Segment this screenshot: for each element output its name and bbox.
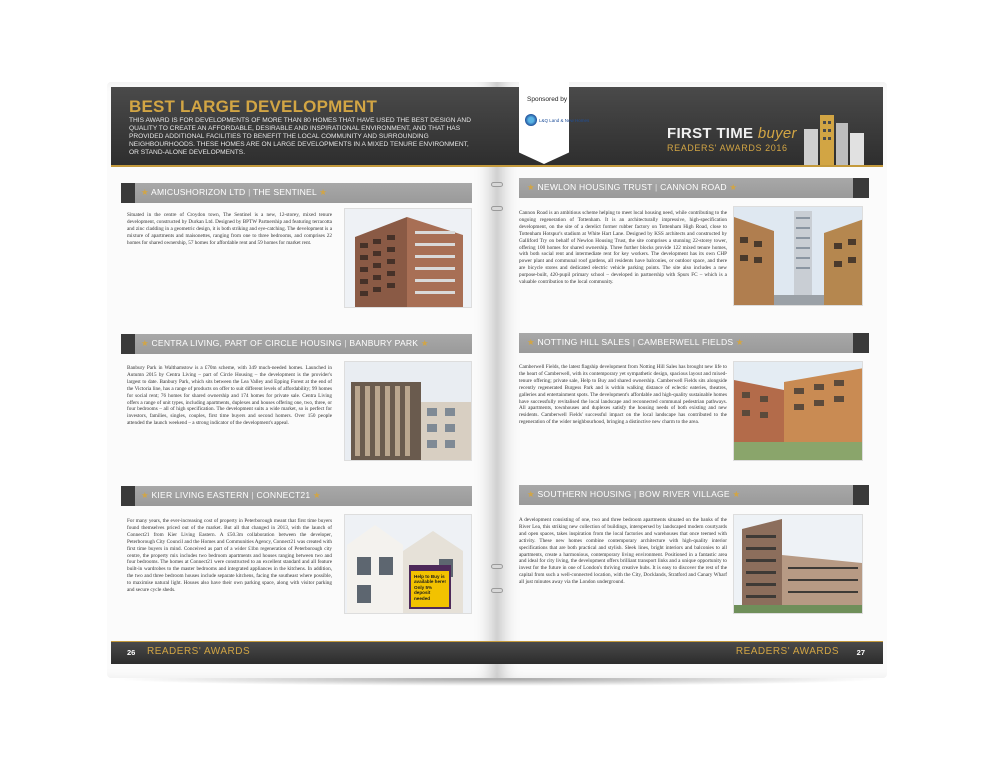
camberwell-fields-photo: [733, 361, 863, 461]
left-footer: [111, 642, 497, 664]
entry-header-the-sentinel: [121, 183, 472, 203]
award-description: THIS AWARD IS FOR DEVELOPMENTS OF MORE THAN 80 HOMES THAT HAVE USED THE BEST DESIGN AND QUALITY TO CREATE AN AFFORDABLE, DESIRABLE AND INSPIRATIONAL ENVIRONMENT, AND THAT HAS PROVIDED ADDITIONAL FACILITIES TO BENEFIT THE LOCAL COMMUNITY AND SURROUNDING NEIGHBOURHOODS. THESE HOMES ARE ON LARGE DEVELOPMENTS IN A MIXED TENURE ENVIRONMENT, OR STAND-ALONE DEVELOPMENTS.: [129, 117, 471, 156]
header-band: [111, 87, 497, 165]
award-title: BEST LARGE DEVELOPMENT: [129, 97, 378, 116]
page-number: 27: [856, 648, 865, 657]
star-icon: ★: [312, 490, 321, 500]
entry-body: Banbury Park in Walthamstow is a £70m scheme, with 349 much-needed homes. Launched in Autumn 2015 by Centra Living – part of Circle Housing – the development is the provider's largest to date. Banbury Park, which sits between the Lea Valley and Epping Forest at the end of the Victoria line, has a range of products on offer to suit different levels of affordability; 99 homes for social rent; 76 homes for shared ownership and 174 homes for private sale. Centra Living offers a range of unit types, including apartments, duplexes and houses offering one, two, three, or four bedrooms – all of high specification. The development suits a wide market, so is perfect for investors, families, singles, couples, first time buyers and second homers. Over 150 people attended the launch weekend – a strong indicator of the development's appeal.: [127, 365, 332, 427]
first-time-buyer-logo: FIRST TIME buyer READERS' AWARDS 2016: [667, 125, 797, 153]
page-number: 26: [127, 648, 136, 657]
star-icon: ★: [527, 337, 535, 347]
skyline-icon: [802, 111, 867, 165]
cannon-road-photo: [733, 206, 863, 306]
entry-body: A development consisting of one, two and three bedroom apartments situated on the banks of the River Lea, this striking new collection of buildings, interspersed by landscaped modern courtyards and open spaces, takes inspiration from the local factories and warehouses that once teemed with activity. These new homes combine contemporary architecture with high-quality interior specifications that are both practical and stylish. Sleek lines, bright interiors and balconies to all apartments, create a harmonious, contemporary living environment. Positioned in a fantastic area and ideal for city living, the development offers brilliant transport links and a unique opportunity to invest for the future in one of London's thriving creative hubs. It is easy to discover the rest of the capital from such a well-connected location, with the City, Docklands, Stratford and Canary Wharf all just minutes away via the London underground.: [519, 517, 727, 586]
staple: [491, 588, 503, 593]
star-icon: ★: [141, 338, 149, 348]
right-page: [497, 82, 887, 678]
sponsor-label: Sponsored by: [527, 96, 568, 103]
staple: [491, 564, 503, 569]
entry-title: ★ NEWLON HOUSING TRUST | CANNON ROAD ★: [527, 182, 738, 192]
star-icon: ★: [729, 182, 738, 192]
sponsor-logo: L&Q Land & New Homes: [525, 112, 595, 128]
bow-river-village-photo: [733, 514, 863, 614]
entry-header-bow-river-village: [519, 485, 869, 505]
magazine-spread: [107, 82, 887, 678]
entry-body: Cannon Road is an ambitious scheme helping to meet local housing need, while contributing to the ongoing regeneration of Tottenham. It is an architecturally impressive, high-specification development, on the site of a derelict former rubber factory on Tottenham High Road, close to Tottenham Hotspur's stadium at White Hart Lane. Designed by KSS architects and constructed by Galliford Try on behalf of Newlon Housing Trust, the site comprises a stunning 22-storey tower, offering 100 homes for shared ownership. Three further blocks provide 122 mixed tenure homes, with both social rent and intermediate rent for key workers. The development has its own CHP power plant and communal roof gardens, all residents have balconies, or outdoor space, and there are bicycle stores and dedicated electric vehicle parking points. The site also includes a new purpose-built, 420-pupil primary school – developed in partnership with Spurs FC – which is a valuable contribution to the local community.: [519, 210, 727, 286]
star-icon: ★: [141, 187, 149, 197]
entry-title: ★ AMICUSHORIZON LTD | THE SENTINEL ★: [141, 187, 328, 197]
sentinel-building-photo: [344, 208, 472, 308]
entry-title: ★ KIER LIVING EASTERN | CONNECT21 ★: [141, 490, 321, 500]
star-icon: ★: [527, 489, 535, 499]
connect21-photo: [344, 514, 472, 614]
banbury-park-photo: [344, 361, 472, 461]
entry-body: For many years, the ever-increasing cost of property in Peterborough meant that first time buyers found themselves priced out of the market. But all that changed in 2013, with the launch of Connect21 from Kier Living Eastern. A £50.3m collaboration between the developer, Peterborough City Council and the Homes and Communities Agency, Connect21 was created with first time buyers in mind. Conceived as part of a wider £1bn regeneration of Peterborough city centre, the property mix includes two bedroom apartments and houses ranging between two and four bedrooms. The homes at Connect21 were constructed to an excellent standard and all feature built-in wardrobes to the master bedrooms and integrated appliances in the kitchens. In addition, the two and three bedroom houses include separate kitchens, facing the southeast where possible, to maximise natural light. Houses also have their own parking space, along with visitor parking and secure cycle sheds.: [127, 518, 332, 594]
entry-body: Situated in the centre of Croydon town, The Sentinel is a new, 12-storey, mixed tenure development, constructed by Durkan Ltd. Designed by BPTW Partnership and featuring terracotta and zinc cladding in a geometric design, it is both striking and eye-catching. The development is a mixture of apartments and maisonettes, ranging from one to three bedrooms, and comprises 22 homes for shared ownership, 57 homes for affordable rent and 59 homes for market rent.: [127, 212, 332, 246]
star-icon: ★: [527, 182, 535, 192]
staple: [491, 206, 503, 211]
header-gold-rule: [497, 165, 883, 167]
star-icon: ★: [319, 187, 328, 197]
right-footer: [497, 642, 883, 664]
lq-logo-icon: [525, 114, 537, 126]
star-icon: ★: [420, 338, 429, 348]
entry-body: Camberwell Fields, the latest flagship development from Notting Hill Sales has brought new life to the heart of Camberwell, with its contemporary yet sympathetic design, spacious layout and mixed-tenure offering; private sale, Help to Buy and shared ownership. Camberwell Fields sits alongside recently regenerated Burgess Park and is within walking distance of eclectic eateries, theatres, galleries and entertainment spots. The development's affordable and high-quality sustainable homes have successfully revitalised the local landscape and reconnected communal pedestrian pathways. All apartments, townhouses and duplexes satisfy the housing needs of both existing and new residents. Camberwell Fields' successful impact on the local landscape has contributed to the regeneration of the wider neighbourhood, bringing a distinctive new charm to the area.: [519, 364, 727, 426]
left-page: [107, 82, 497, 678]
staple: [491, 182, 503, 187]
help-to-buy-sign: Help to Buy is available here! Only 5% deposit needed: [411, 571, 449, 607]
footer-label: READERS' AWARDS: [147, 646, 251, 657]
entry-title: ★ CENTRA LIVING, PART OF CIRCLE HOUSING | BANBURY PARK ★: [141, 338, 429, 348]
entry-header-banbury-park: [121, 334, 472, 354]
star-icon: ★: [732, 489, 741, 499]
header-gold-rule: [111, 165, 497, 167]
entry-header-connect21: [121, 486, 472, 506]
entry-title: ★ SOUTHERN HOUSING | BOW RIVER VILLAGE ★: [527, 489, 741, 499]
entry-header-cannon-road: [519, 178, 869, 198]
star-icon: ★: [735, 337, 744, 347]
footer-label: READERS' AWARDS: [735, 646, 839, 657]
entry-header-camberwell-fields: [519, 333, 869, 353]
entry-title: ★ NOTTING HILL SALES | CAMBERWELL FIELDS ★: [527, 337, 744, 347]
star-icon: ★: [141, 490, 149, 500]
